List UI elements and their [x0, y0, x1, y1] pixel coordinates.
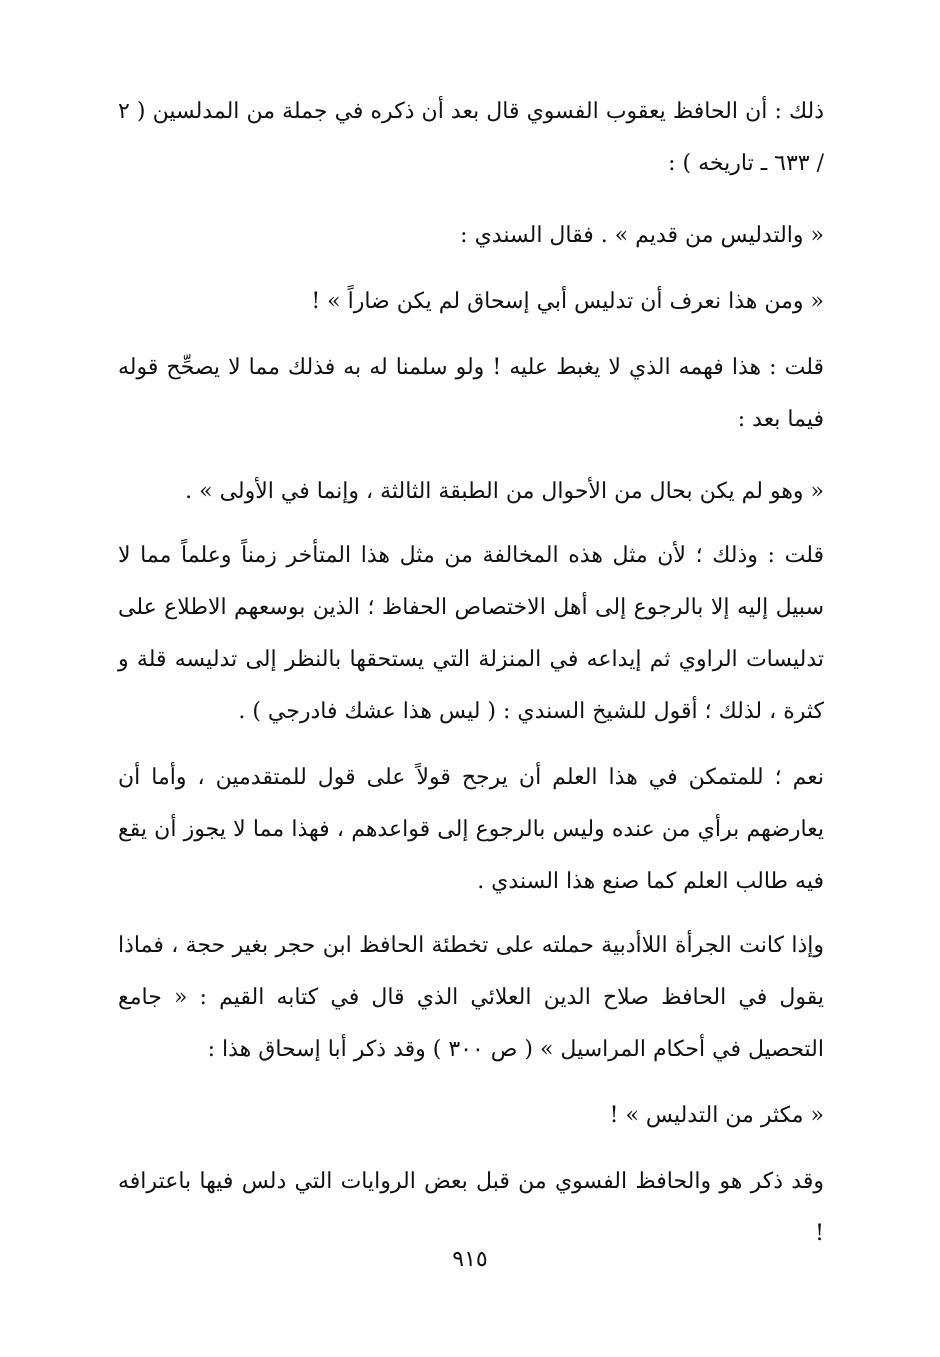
paragraph-10: وقد ذكر هو والحافظ الفسوي من قبل بعض الروايات التي دلس فيها باعترافه !: [118, 1169, 824, 1246]
paragraph-2-quote: « والتدليس من قديم » . فقال السندي :: [460, 223, 824, 248]
paragraph-1: ذلك : أن الحافظ يعقوب الفسوي قال بعد أن ذكره في جملة من المدلسين ( ٢ / ٦٣٣ ـ تاريخه ) :: [118, 99, 824, 176]
paragraph-4: قلت : هذا فهمه الذي لا يغبط عليه ! ولو سلمنا له به فذلك مما لا يصحِّح قوله فيما بعد :: [118, 355, 824, 432]
paragraph-7: نعم ؛ للمتمكن في هذا العلم أن يرجح قولاً على قول للمتقدمين ، وأما أن يعارضهم برأي من عنده وليس بالرجوع إلى قواعدهم ، فهذا مما لا يجوز أن يقع فيه طالب العلم كما صنع هذا السندي .: [118, 765, 824, 894]
paragraph-3-quote: « ومن هذا نعرف أن تدليس أبي إسحاق لم يكن ضاراً » !: [311, 289, 824, 314]
page-number: ٩١٥: [452, 1247, 488, 1272]
paragraph-5-quote: « وهو لم يكن بحال من الأحوال من الطبقة الثالثة ، وإنما في الأولى » .: [185, 479, 824, 504]
paragraph-8: وإذا كانت الجرأة اللاأدبية حملته على تخطئة الحافظ ابن حجر بغير حجة ، فماذا يقول في الحافظ صلاح الدين العلائي الذي قال في كتابه القيم : « جامع التحصيل في أحكام المراسيل » ( ص ٣٠٠ ) وقد ذكر أبا إسحاق هذا :: [118, 933, 824, 1062]
paragraph-6: قلت : وذلك ؛ لأن مثل هذه المخالفة من مثل هذا المتأخر زمناً وعلماً مما لا سبيل إليه إلا بالرجوع إلى أهل الاختصاص الحفاظ ؛ الذين بوسعهم الاطلاع على تدليسات الراوي ثم إيداعه في المنزلة التي يستحقها بالنظر إلى تدليسه قلة و كثرة ، لذلك ؛ أقول للشيخ السندي : ( ليس هذا عشك فادرجي ) .: [118, 543, 824, 724]
paragraph-9-quote: « مكثر من التدليس » !: [609, 1103, 824, 1128]
